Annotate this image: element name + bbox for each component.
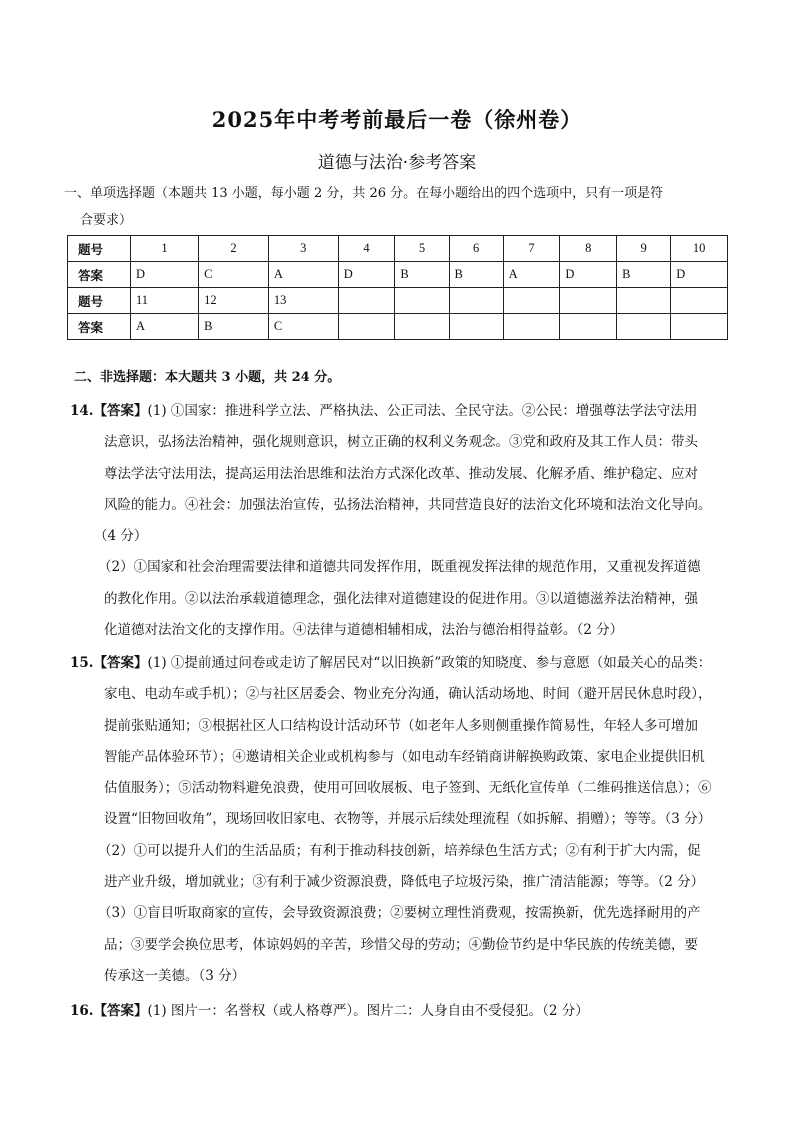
row-label: 答案 (68, 314, 131, 340)
table-cell: 7 (503, 236, 560, 262)
section-one-line-1: 一、单项选择题（本题共 13 小题，每小题 2 分，共 26 分。在每小题给出的四个选项中，只有一项是符 (64, 186, 664, 201)
page-subtitle: 道德与法治·参考答案 (317, 153, 477, 173)
table-cell: D (338, 262, 395, 288)
answer-line: (1) ①提前通过问卷或走访了解居民对“以旧换新”政策的知晓度、参与意愿（如最关心的品类： (147, 655, 712, 671)
table-cell (449, 314, 503, 340)
table-cell (560, 288, 617, 314)
table-cell: 2 (199, 236, 269, 262)
question-number: 16.【答案】 (70, 1003, 148, 1019)
table-cell (395, 314, 449, 340)
table-cell: 5 (395, 236, 449, 262)
answer-line: （2）①国家和社会治理需要法律和道德共同发挥作用，既重视发挥法律的规范作用，又重视发挥道德 (98, 559, 701, 576)
table-cell: 12 (199, 288, 269, 314)
answer-line: 家电、电动车或手机）；②与社区居委会、物业充分沟通，确认活动场地、时间（避开居民休息时段）， (104, 686, 712, 703)
answer-line: （2）①可以提升人们的生活品质；有利于推动科技创新，培养绿色生活方式；②有利于扩大内需，促 (98, 842, 701, 859)
answer-line: （4 分） (94, 528, 148, 545)
table-cell: A (503, 262, 560, 288)
table-cell: D (131, 262, 199, 288)
table-cell (503, 314, 560, 340)
table-cell: B (617, 262, 671, 288)
section-one-line-2: 合要求） (80, 213, 133, 228)
table-cell: 3 (268, 236, 338, 262)
table-cell (338, 288, 395, 314)
answer-line: 智能产品体验环节）；④邀请相关企业或机构参与（如电动车经销商讲解换购政策、家电企业提供旧机 (104, 748, 705, 765)
table-cell: C (199, 262, 269, 288)
table-cell (671, 288, 728, 314)
section-two-heading: 二、非选择题：本大题共 3 小题，共 24 分。 (74, 370, 341, 385)
table-cell (560, 314, 617, 340)
answer-line: 进产业升级，增加就业；③有利于减少资源浪费，降低电子垃圾污染，推广清洁能源；等等。（2 分） (104, 874, 705, 891)
table-cell: 10 (671, 236, 728, 262)
page-title: 2025年中考考前最后一卷（徐州卷） (211, 107, 583, 132)
question-15-answer (70, 648, 746, 992)
answer-line: (1) 图片一：名誉权（或人格尊严）。图片二：人身自由不受侵犯。（2 分） (147, 1003, 589, 1019)
table-row (68, 314, 728, 340)
row-label: 答案 (68, 262, 131, 288)
answer-line: 提前张贴通知；③根据社区人口结构设计活动环节（如老年人多则侧重操作简易性，年轻人多可增加 (104, 717, 698, 734)
table-row (68, 236, 728, 262)
answer-line: 风险的能力。④社会：加强法治宣传，弘扬法治精神，共同营造良好的法治文化环境和法治文化导向。 (104, 496, 712, 513)
question-16-answer (70, 996, 746, 1027)
table-cell: 8 (560, 236, 617, 262)
table-cell (395, 288, 449, 314)
answer-line: 尊法学法守法用法，提高运用法治思维和法治方式深化改革、推动发展、化解矛盾、维护稳定、应对 (104, 465, 698, 482)
row-label: 题号 (68, 236, 131, 262)
table-cell (671, 314, 728, 340)
table-cell: 9 (617, 236, 671, 262)
answer-line: 品；③要学会换位思考，体谅妈妈的辛苦，珍惜父母的劳动；④勤俭节约是中华民族的传统美德，要 (104, 936, 698, 953)
table-cell (503, 288, 560, 314)
table-row (68, 288, 728, 314)
table-cell (338, 314, 395, 340)
table-cell: 4 (338, 236, 395, 262)
table-cell: A (131, 314, 199, 340)
answer-line: 化道德对法治文化的支撑作用。④法律与道德相辅相成，法治与德治相得益彰。（2 分） (104, 622, 624, 639)
question-number: 15.【答案】 (70, 655, 148, 671)
answer-table (67, 235, 728, 340)
table-cell (617, 288, 671, 314)
answer-line: 法意识，弘扬法治精神，强化规则意识，树立正确的权利义务观念。③党和政府及其工作人员：带头 (104, 434, 698, 451)
table-cell: D (671, 262, 728, 288)
answer-line: (1) ①国家：推进科学立法、严格执法、公正司法、全民守法。②公民：增强尊法学法守法用 (147, 403, 698, 419)
answer-line: 设置“旧物回收角”，现场回收旧家电、衣物等，并展示后续处理流程（如拆解、捐赠）；等等。（3 分） (104, 811, 712, 828)
table-cell (449, 288, 503, 314)
table-cell: 11 (131, 288, 199, 314)
table-cell: C (268, 314, 338, 340)
table-cell: B (395, 262, 449, 288)
table-cell: B (449, 262, 503, 288)
answer-line: （3）①盲目听取商家的宣传，会导致资源浪费；②要树立理性消费观，按需换新，优先选择耐用的产 (98, 905, 701, 922)
answer-line: 传承这一美德。（3 分） (104, 967, 246, 984)
question-number: 14.【答案】 (70, 403, 148, 419)
table-cell: 13 (268, 288, 338, 314)
table-cell (617, 314, 671, 340)
table-cell: 6 (449, 236, 503, 262)
table-cell: B (199, 314, 269, 340)
table-row (68, 262, 728, 288)
question-14-answer (70, 396, 746, 646)
table-cell: 1 (131, 236, 199, 262)
table-cell: A (268, 262, 338, 288)
table-cell: D (560, 262, 617, 288)
section-one-heading (64, 180, 664, 234)
row-label: 题号 (68, 288, 131, 314)
answer-line: 估值服务）；⑤活动物料避免浪费，使用可回收展板、电子签到、无纸化宣传单（二维码推送信息）；⑥ (104, 780, 712, 797)
answer-line: 的教化作用。②以法治承载道德理念，强化法律对道德建设的促进作用。③以道德滋养法治精神，强 (104, 590, 698, 607)
